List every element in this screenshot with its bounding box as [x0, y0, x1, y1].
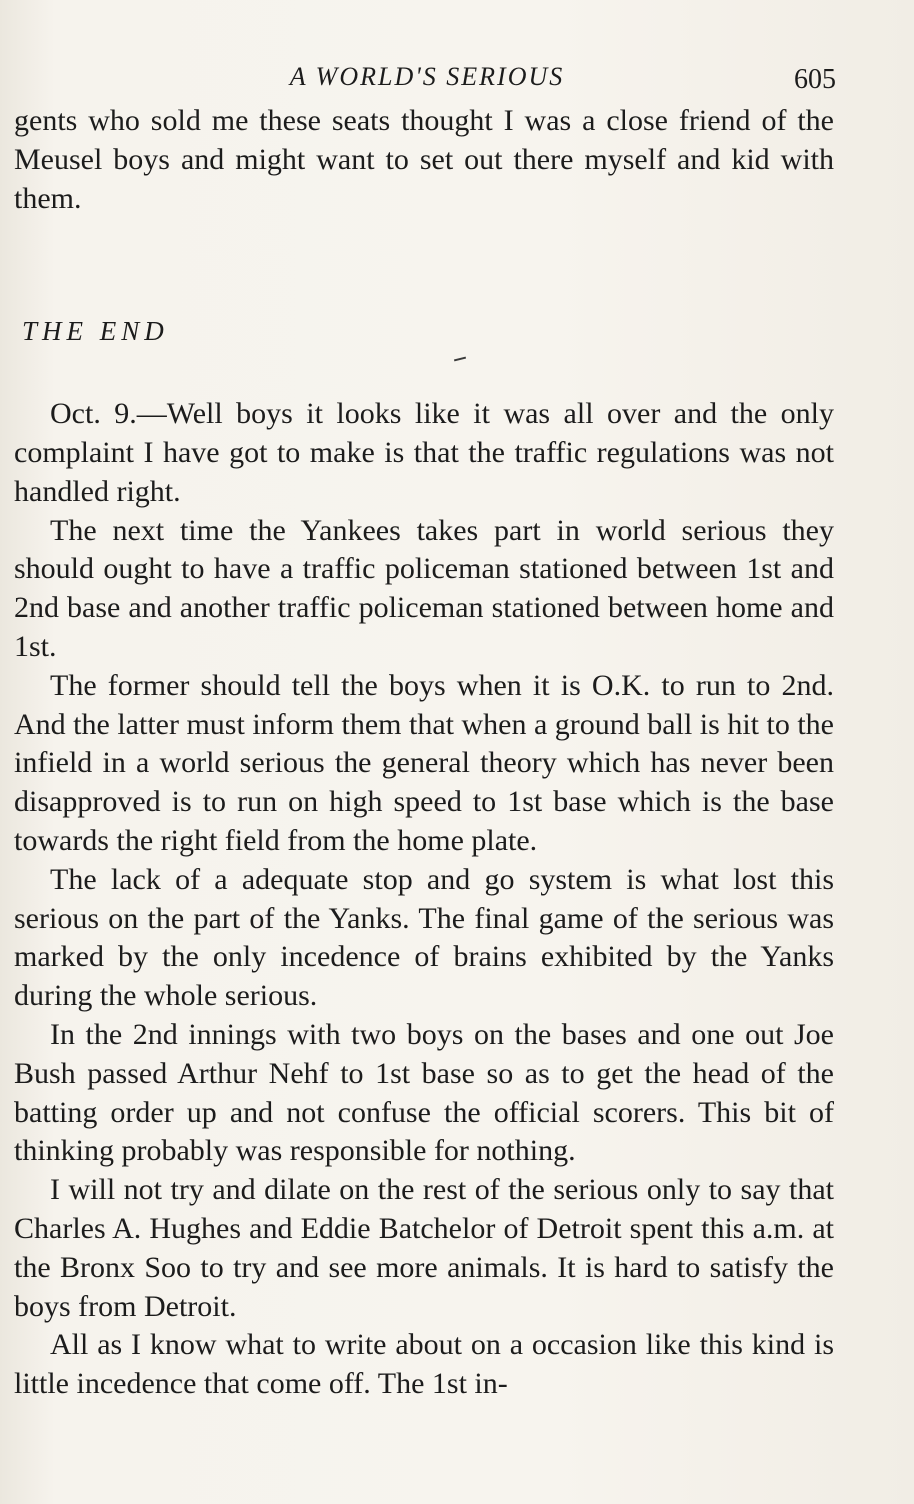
paragraph: The former should tell the boys when it is O.K. to run to 2nd. And the latter must inform them that when a ground ball is hit to the infield in a world serious the general theory which has never been disapproved is to run on high speed to 1st base which is the base towards the right field from the home plate.: [14, 668, 834, 857]
running-title: A WORLD'S SERIOUS: [289, 62, 565, 91]
paragraph-continued: gents who sold me these seats thought I was a close friend of the Meusel boys and might want to set out there myself and kid with them.: [14, 104, 834, 215]
paragraph: Oct. 9.—Well boys it looks like it was all over and the only complaint I have got to make is that the traffic regulations was not handled right.: [14, 397, 834, 508]
page-number: 605: [794, 64, 836, 95]
paragraph: In the 2nd innings with two boys on the bases and one out Joe Bush passed Arthur Nehf to 1st base so as to get the head of the batting order up and not confuse the official scorers. This bit of thinking probably was responsible for nothing.: [14, 1017, 834, 1168]
paragraph: All as I know what to write about on a occasion like this kind is little incedence that come off. The 1st in-: [14, 1328, 834, 1401]
page-header: [20, 62, 834, 98]
section-heading: THE END: [22, 316, 169, 347]
paragraph: The next time the Yankees takes part in world serious they should ought to have a traffic policeman stationed between 1st and 2nd base and another traffic policeman stationed between home and 1st.: [14, 513, 834, 663]
page-body: [14, 102, 834, 1404]
paragraph: I will not try and dilate on the rest of the serious only to say that Charles A. Hughes and Eddie Batchelor of Detroit spent this a.m. at the Bronx Soo to try and see more animals. It is hard to satisfy the boys from Detroit.: [14, 1173, 834, 1323]
paragraph: The lack of a adequate stop and go system is what lost this serious on the part of the Yanks. The final game of the serious was marked by the only incedence of brains exhibited by the Yanks during the whole serious.: [14, 862, 834, 1013]
